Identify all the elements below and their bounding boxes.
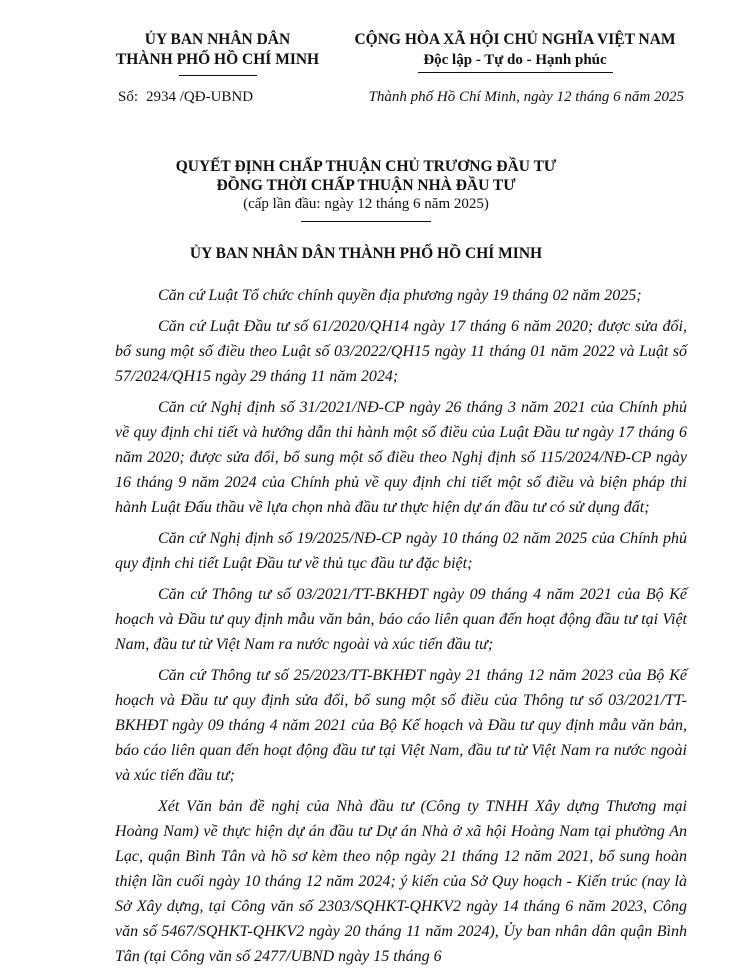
doc-number-prefix: Số: (118, 89, 139, 105)
legal-basis-paragraph: Căn cứ Nghị định số 31/2021/NĐ-CP ngày 26 tháng 3 năm 2021 của Chính phủ về quy định chi tiết và hướng dẫn thi hành một số điều của Luật Đầu tư ngày 17 tháng 6 năm 2020; được sửa đổi, bổ sung một số điều theo Nghị định số 115/2024/NĐ-CP ngày 16 tháng 9 năm 2024 của Chính phủ về quy định chi tiết một số điều và biện pháp thi hành Luật Đấu thầu về lựa chọn nhà đầu tư thực hiện dự án đầu tư có sử dụng đất; (115, 399, 687, 516)
place-date: Thành phố Hồ Chí Minh, ngày 12 tháng 6 năm 2025 (368, 89, 684, 105)
title-underline (301, 221, 431, 222)
consideration-paragraph: Xét Văn bản đề nghị của Nhà đầu tư (Công ty TNHH Xây dựng Thương mại Hoàng Nam) về thực hiện dự án đầu tư Dự án Nhà ở xã hội Hoàng Nam tại phường An Lạc, quận Bình Tân và hồ sơ kèm theo nộp ngày 21 tháng 12 năm 2021, bổ sung hoàn thiện lần cuối ngày 10 tháng 12 năm 2024; ý kiến của Sở Quy hoạch - Kiến trúc (nay là Sở Xây dựng, tại Công văn số 2303/SQHKT-QHKV2 ngày 14 tháng 6 năm 2023, Công văn số 5467/SQHKT-QHKV2 ngày 20 tháng 11 năm 2024), Ủy ban nhân dân quận Bình Tân (tại Công văn số 2477/UBND ngày 15 tháng 6 (115, 798, 687, 965)
agency-line-1: ỦY BAN NHÂN DÂN (144, 31, 291, 48)
document-header (0, 30, 732, 120)
national-motto (335, 30, 695, 73)
issuing-agency (100, 30, 335, 76)
document-number (118, 89, 253, 106)
doc-number-value: 2934 (146, 89, 177, 105)
title-line-2: ĐỒNG THỜI CHẤP THUẬN NHÀ ĐẦU TƯ (216, 177, 516, 194)
legal-basis-paragraph: Căn cứ Thông tư số 03/2021/TT-BKHĐT ngày 09 tháng 4 năm 2021 của Bộ Kế hoạch và Đầu tư quy định mẫu văn bản, báo cáo liên quan đến hoạt động đầu tư tại Việt Nam, đầu tư từ Việt Nam ra nước ngoài và xúc tiến đầu tư; (115, 586, 687, 653)
motto-underline (418, 72, 613, 73)
legal-basis-paragraph: Căn cứ Nghị định số 19/2025/NĐ-CP ngày 10 tháng 02 năm 2025 của Chính phủ quy định chi tiết Luật Đầu tư về thủ tục đầu tư đặc biệt; (115, 530, 687, 572)
nation-line-1: CỘNG HÒA XÃ HỘI CHỦ NGHĨA VIỆT NAM (354, 31, 676, 48)
agency-line-2: THÀNH PHỐ HỒ CHÍ MINH (115, 51, 320, 68)
legal-basis-paragraph: Căn cứ Luật Tổ chức chính quyền địa phương ngày 19 tháng 02 năm 2025; (158, 287, 642, 304)
authority-heading: ỦY BAN NHÂN DÂN THÀNH PHỐ HỒ CHÍ MINH (189, 245, 543, 262)
legal-basis-paragraph: Căn cứ Luật Đầu tư số 61/2020/QH14 ngày 17 tháng 6 năm 2020; được sửa đổi, bổ sung một số điều theo Luật số 03/2022/QH15 ngày 11 tháng 01 năm 2022 và Luật số 57/2024/QH15 ngày 29 tháng 11 năm 2024; (115, 318, 687, 385)
doc-number-suffix: /QĐ-UBND (179, 89, 254, 105)
nation-line-2: Độc lập - Tự do - Hạnh phúc (423, 52, 607, 68)
agency-underline (179, 75, 257, 76)
document-body (115, 283, 687, 975)
decision-title (0, 157, 732, 222)
legal-basis-paragraph: Căn cứ Thông tư số 25/2023/TT-BKHĐT ngày 21 tháng 12 năm 2023 của Bộ Kế hoạch và Đầu tư quy định sửa đổi, bổ sung một số điều của Thông tư số 03/2021/TT-BKHĐT ngày 09 tháng 4 năm 2021 của Bộ Kế hoạch và Đầu tư quy định mẫu văn bản, báo cáo liên quan đến hoạt động đầu tư tại Việt Nam, đầu tư từ Việt Nam ra nước ngoài và xúc tiến đầu tư; (115, 667, 687, 784)
title-line-1: QUYẾT ĐỊNH CHẤP THUẬN CHỦ TRƯƠNG ĐẦU TƯ (175, 158, 557, 175)
title-line-3: (cấp lần đầu: ngày 12 tháng 6 năm 2025) (243, 196, 489, 212)
